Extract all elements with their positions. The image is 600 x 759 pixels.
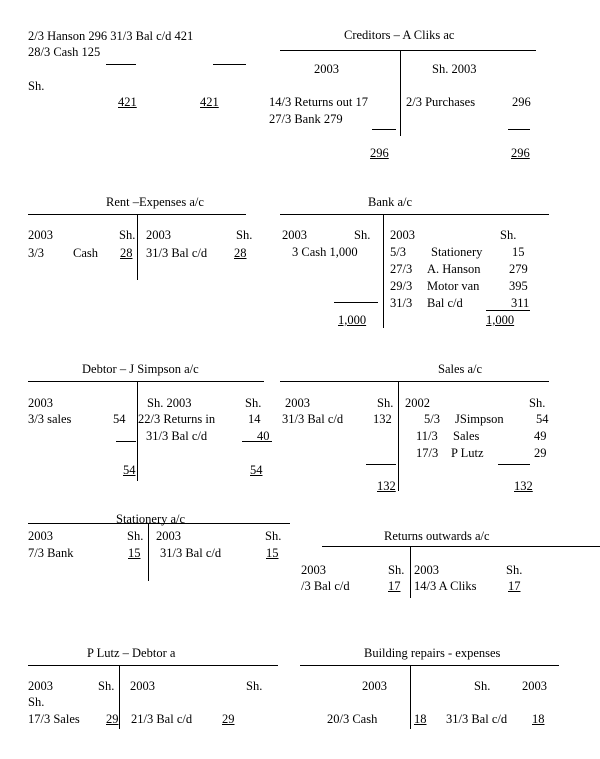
right-entry-date: 29/3 [390,279,413,293]
year-left: 2003 [28,679,53,693]
left-entry-amount: 132 [373,412,392,426]
subtotal-rule [242,441,272,442]
left-entry: /3 Bal c/d [301,579,350,593]
right-entry-desc: JSimpson [455,412,504,426]
account-title: Creditors – A Cliks ac [344,28,455,42]
t-account-divider [383,214,384,328]
right-entry-amount: 49 [534,429,547,443]
left-entry-amount: 28 [120,246,133,260]
sh-year-right: Sh. 2003 [432,62,477,76]
year-right: 2003 [522,679,547,693]
account-title: Rent –Expenses a/c [106,195,204,209]
subtotal-rule [213,64,246,65]
right-entry: 21/3 Bal c/d [131,712,193,726]
left-entry: 3/3 sales [28,412,72,426]
right-entry-desc: Bal c/d [427,296,463,310]
total-right: 1,000 [486,313,515,327]
right-entry-desc: Stationery [431,245,483,259]
account-title: P Lutz – Debtor a [87,646,176,660]
t-account-divider [137,214,138,280]
year-left: 2003 [282,228,307,242]
subtotal-rule [372,129,396,130]
t-account-top-rule [280,214,549,215]
left-entry: 7/3 Bank [28,546,74,560]
left-entry: 31/3 Bal c/d [282,412,344,426]
t-account-divider [148,523,149,581]
sh-left: Sh. [388,563,405,577]
right-entry-amount: 29 [222,712,235,726]
total-left: 54 [123,463,136,477]
sh-right: Sh. [506,563,523,577]
subtotal-rule [486,310,530,311]
sh-right: Sh. [246,679,263,693]
account-title: Debtor – J Simpson a/c [82,362,199,376]
left-entry-amount: 15 [128,546,141,560]
sh-right: Sh. [500,228,517,242]
right-entry-amount: 28 [234,246,247,260]
t-account-divider [410,665,411,729]
t-account-divider [410,546,411,598]
t-account-top-rule [28,523,290,524]
year-left: 2003 [28,529,53,543]
year-left: 2003 [28,228,53,242]
t-account-top-rule [28,381,264,382]
sh-extra: Sh. [28,695,45,709]
right-entry-date: 5/3 [424,412,440,426]
t-account-top-rule [28,665,278,666]
sh-left: Sh. [354,228,371,242]
sh-right: Sh. [245,396,262,410]
account-title: Building repairs - expenses [364,646,501,660]
right-entry-amount: 14 [248,412,261,426]
t-account-top-rule [280,381,549,382]
right-entry-amount: 15 [266,546,279,560]
sh-left: Sh. [377,396,394,410]
t-account-divider [398,381,399,491]
subtotal-rule [508,129,530,130]
year-right: 2003 [146,228,171,242]
right-entry: 22/3 Returns in [138,412,216,426]
t-account-top-rule [280,50,536,51]
total-right: 296 [511,146,530,160]
sh-right: Sh. [265,529,282,543]
year-right: 2003 [156,529,181,543]
year-left: 2003 [285,396,310,410]
sh-right: Sh. [236,228,253,242]
right-entry-amount: 395 [509,279,528,293]
left-entry-amount: 17 [388,579,401,593]
right-entry-amount: 296 [512,95,531,109]
t-account-top-rule [300,665,559,666]
year-right: 2003 [414,563,439,577]
subtotal-rule [106,64,136,65]
t-account-divider [119,665,120,729]
right-entry: 31/3 Bal c/d [146,246,208,260]
left-entry: 17/3 Sales [28,712,80,726]
right-entry-amount: 311 [511,296,530,310]
right-entry: 2/3 Purchases [406,95,476,109]
subtotal-rule [116,441,136,442]
right-entry-desc: Sales [453,429,480,443]
left-entry-amount: 54 [113,412,126,426]
right-entry: 31/3 Bal c/d [146,429,208,443]
hanson-row-1: 2/3 Hanson 296 31/3 Bal c/d 421 [28,29,194,43]
left-entry: 14/3 Returns out 17 [269,95,368,109]
right-entry-amount: 40 [257,429,270,443]
right-entry-desc: P Lutz [451,446,484,460]
hanson-total-left: 421 [118,95,137,109]
right-entry-amount: 279 [509,262,528,276]
account-title: Bank a/c [368,195,413,209]
sh-year: Sh. 2003 [147,396,192,410]
total-left: 296 [370,146,389,160]
year-right: 2003 [390,228,415,242]
subtotal-rule [334,302,378,303]
hanson-row-2: 28/3 Cash 125 [28,45,101,59]
left-entry-date: 3/3 [28,246,44,260]
t-account-divider [400,50,401,136]
left-entry-desc: Cash [73,246,98,260]
right-entry: 31/3 Bal c/d [160,546,222,560]
year-right: 2003 [130,679,155,693]
year-left: 2003 [28,396,53,410]
right-entry: 14/3 A Cliks [414,579,477,593]
right-entry-date: 11/3 [416,429,438,443]
year-left: 2003 [314,62,339,76]
year-right: 2002 [405,396,430,410]
account-title: Returns outwards a/c [384,529,490,543]
right-entry-date: 27/3 [390,262,413,276]
sh-left: Sh. [98,679,115,693]
account-title: Sales a/c [438,362,483,376]
hanson-sh: Sh. [28,79,45,93]
left-entry: 3 Cash 1,000 [292,245,358,259]
t-account-divider [137,381,138,481]
right-entry-amount: 15 [512,245,525,259]
left-entry-amount: 18 [414,712,427,726]
subtotal-rule [498,464,530,465]
total-left: 132 [377,479,396,493]
year-left: 2003 [362,679,387,693]
right-entry-date: 17/3 [416,446,439,460]
right-entry-desc: Motor van [427,279,480,293]
right-entry-date: 31/3 [390,296,413,310]
sh-right: Sh. [529,396,546,410]
left-entry: 27/3 Bank 279 [269,112,343,126]
left-entry-amount: 29 [106,712,119,726]
total-right: 132 [514,479,533,493]
right-entry-amount: 54 [536,412,549,426]
right-entry-desc: A. Hanson [427,262,481,276]
right-entry-amount: 29 [534,446,547,460]
sh-left: Sh. [127,529,144,543]
year-left: 2003 [301,563,326,577]
hanson-total-right: 421 [200,95,219,109]
right-entry-amount: 18 [532,712,545,726]
subtotal-rule [366,464,396,465]
right-entry-amount: 17 [508,579,521,593]
right-entry: 31/3 Bal c/d [446,712,508,726]
right-entry-date: 5/3 [390,245,406,259]
sh-left: Sh. [119,228,136,242]
account-title: Stationery a/c [116,512,186,526]
total-right: 54 [250,463,263,477]
total-left: 1,000 [338,313,367,327]
sh-right: Sh. [474,679,491,693]
t-account-top-rule [322,546,600,547]
left-entry: 20/3 Cash [327,712,378,726]
